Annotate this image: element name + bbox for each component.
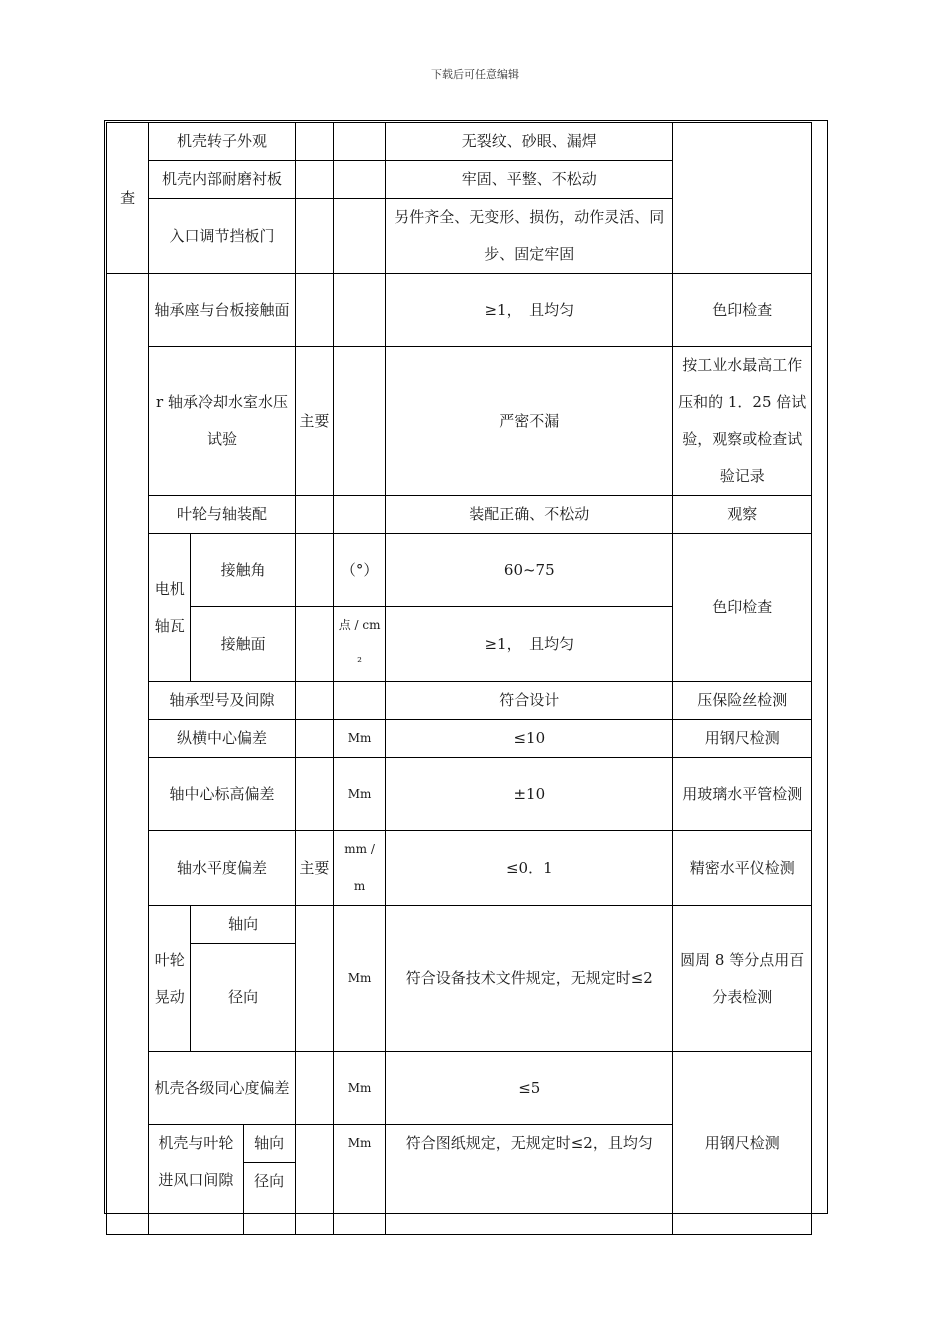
table-row <box>107 831 812 906</box>
standard-cell: ≤5 <box>386 1052 673 1125</box>
table-row <box>107 534 812 607</box>
unit-cell: Mm <box>333 720 385 758</box>
method-cell <box>673 123 812 274</box>
standard-cell: 严密不漏 <box>386 347 673 496</box>
level-cell <box>295 161 333 199</box>
group-label: 叶轮晃动 <box>149 906 191 1052</box>
sub-item-name: 轴向 <box>243 1125 295 1163</box>
unit-cell <box>333 199 385 274</box>
unit-cell: Mm <box>333 758 385 831</box>
method-cell: 色印检查 <box>673 534 812 682</box>
standard-cell: 牢固、平整、不松动 <box>386 161 673 199</box>
level-cell <box>295 758 333 831</box>
item-name: 轴中心标高偏差 <box>149 758 296 831</box>
table-row <box>107 123 812 161</box>
standard-cell: ≤0．1 <box>386 831 673 906</box>
inspection-table <box>106 122 812 1235</box>
item-name: 轴水平度偏差 <box>149 831 296 906</box>
item-name: 入口调节挡板门 <box>149 199 296 274</box>
item-name: 纵横中心偏差 <box>149 720 296 758</box>
standard-cell: 无裂纹、砂眼、漏焊 <box>386 123 673 161</box>
standard-cell: ≤10 <box>386 720 673 758</box>
method-cell: 圆周 8 等分点用百分表检测 <box>673 906 812 1052</box>
sub-item-name: 接触角 <box>191 534 295 607</box>
unit-cell: mm / m <box>333 831 385 906</box>
level-cell <box>295 534 333 607</box>
table-row <box>107 274 812 347</box>
standard-cell: ≥1， 且均匀 <box>386 607 673 682</box>
level-cell <box>295 1125 333 1235</box>
item-name: 机壳内部耐磨衬板 <box>149 161 296 199</box>
unit-cell: （°） <box>333 534 385 607</box>
level-cell <box>295 906 333 1052</box>
method-cell: 用玻璃水平管检测 <box>673 758 812 831</box>
table-row <box>107 496 812 534</box>
level-cell <box>295 123 333 161</box>
standard-cell: 符合设计 <box>386 682 673 720</box>
section-label <box>107 274 149 1235</box>
level-cell <box>295 720 333 758</box>
standard-cell: 装配正确、不松动 <box>386 496 673 534</box>
item-name: 机壳转子外观 <box>149 123 296 161</box>
table-row <box>107 720 812 758</box>
sub-item-name: 接触面 <box>191 607 295 682</box>
method-cell: 用钢尺检测 <box>673 720 812 758</box>
level-cell <box>295 496 333 534</box>
level-cell <box>295 274 333 347</box>
unit-cell <box>333 161 385 199</box>
standard-cell: 符合图纸规定，无规定时≤2，且均匀 <box>386 1125 673 1235</box>
level-cell <box>295 682 333 720</box>
unit-cell <box>333 274 385 347</box>
level-cell: 主要 <box>295 347 333 496</box>
table-row <box>107 682 812 720</box>
page-header: 下载后可任意编辑 <box>431 68 519 81</box>
level-cell: 主要 <box>295 831 333 906</box>
table-row <box>107 347 812 496</box>
group-label: 机壳与叶轮进风口间隙 <box>149 1125 243 1235</box>
item-name: 轴承座与台板接触面 <box>149 274 296 347</box>
sub-item-name: 径向 <box>243 1163 295 1235</box>
method-cell: 精密水平仪检测 <box>673 831 812 906</box>
method-cell: 按工业水最高工作压和的 1．25 倍试验，观察或检查试验记录 <box>673 347 812 496</box>
unit-cell <box>333 496 385 534</box>
level-cell <box>295 607 333 682</box>
item-name: r 轴承冷却水室水压试验 <box>149 347 296 496</box>
standard-cell: ≥1， 且均匀 <box>386 274 673 347</box>
sub-item-name: 轴向 <box>191 906 295 944</box>
unit-cell <box>333 682 385 720</box>
unit-cell <box>333 123 385 161</box>
method-cell: 压保险丝检测 <box>673 682 812 720</box>
table-row <box>107 758 812 831</box>
level-cell <box>295 1052 333 1125</box>
method-cell: 色印检查 <box>673 274 812 347</box>
unit-cell: Mm <box>333 1125 385 1235</box>
standard-cell: 60~75 <box>386 534 673 607</box>
unit-cell: 点 / cm² <box>333 607 385 682</box>
standard-cell: 另件齐全、无变形、损伤，动作灵活、同步、固定牢固 <box>386 199 673 274</box>
sub-item-name: 径向 <box>191 944 295 1052</box>
unit-cell: Mm <box>333 906 385 1052</box>
group-label: 电机轴瓦 <box>149 534 191 682</box>
item-name: 叶轮与轴装配 <box>149 496 296 534</box>
unit-cell <box>333 347 385 496</box>
table-row <box>107 1052 812 1125</box>
standard-cell: ±10 <box>386 758 673 831</box>
table-row <box>107 906 812 944</box>
unit-cell: Mm <box>333 1052 385 1125</box>
section-label: 查 <box>107 123 149 274</box>
level-cell <box>295 199 333 274</box>
item-name: 轴承型号及间隙 <box>149 682 296 720</box>
item-name: 机壳各级同心度偏差 <box>149 1052 296 1125</box>
method-cell: 观察 <box>673 496 812 534</box>
standard-cell: 符合设备技术文件规定，无规定时≤2 <box>386 906 673 1052</box>
method-cell: 用钢尺检测 <box>673 1052 812 1235</box>
